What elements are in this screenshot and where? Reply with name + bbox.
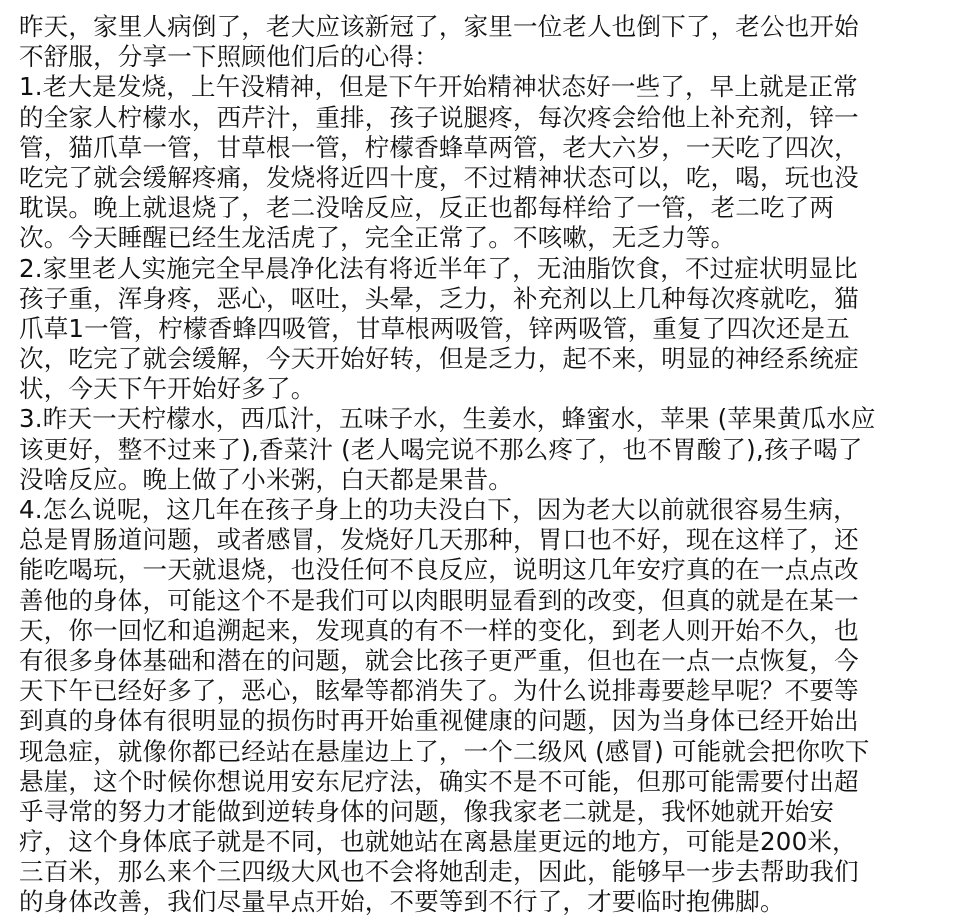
- text-line: 善他的身体，可能这个不是我们可以肉眼明显看到的改变，但真的就是在某一: [19, 585, 859, 615]
- text-line: 次。今天睡醒已经生龙活虎了，完全正常了。不咳嗽，无乏力等。: [19, 223, 736, 253]
- text-line: 天下午已经好多了，恶心，眩晕等都消失了。为什么说排毒要趁早呢？不要等: [19, 676, 859, 706]
- text-line: 现急症，就像你都已经站在悬崖边上了，一个二级风 (感冒) 可能就会把你吹下: [19, 736, 870, 766]
- text-line: 管，猫爪草一管，甘草根一管，柠檬香蜂草两管，老大六岁，一天吃了四次，: [19, 132, 859, 162]
- text-line: 疗，这个身体底子就是不同，也就她站在离悬崖更远的地方，可能是200米，: [19, 827, 857, 857]
- text-line: 2.家里老人实施完全早晨净化法有将近半年了，无油脂饮食，不过症状明显比: [19, 253, 858, 283]
- text-line: 有很多身体基础和潜在的问题，就会比孩子更严重，但也在一点一点恢复，今: [19, 645, 859, 675]
- text-line: 到真的身体有很明显的损伤时再开始重视健康的问题，因为当身体已经开始出: [19, 706, 859, 736]
- text-line: 没啥反应。晚上做了小米粥，白天都是果昔。: [19, 464, 513, 494]
- text-line: 爪草1一管，柠檬香蜂四吸管，甘草根两吸管，锌两吸管，重复了四次还是五: [19, 313, 850, 343]
- text-line: 不舒服，分享一下照顾他们后的心得：: [19, 42, 439, 72]
- text-line: 三百米，那么来个三四级大风也不会将她刮走，因此，能够早一步去帮助我们: [19, 857, 859, 887]
- text-line: 耽误。晚上就退烧了，老二没啥反应，反正也都每样给了一管，老二吃了两: [19, 193, 835, 223]
- text-line: 总是胃肠道问题，或者感冒，发烧好几天那种，胃口也不好，现在这样了，还: [19, 525, 859, 555]
- text-line: 次，吃完了就会缓解，今天开始好转，但是乏力，起不来，明显的神经系统症: [19, 344, 859, 374]
- text-line: 该更好，整不过来了),香菜汁 (老人喝完说不那么疼了，也不胃酸了),孩子喝了: [19, 434, 863, 464]
- text-line: 3.昨天一天柠檬水，西瓜汁，五味子水，生姜水，蜂蜜水，苹果 (苹果黄瓜水应: [19, 404, 876, 434]
- text-line: 悬崖，这个时候你想说用安东尼疗法，确实不是不可能，但那可能需要付出超: [19, 766, 859, 796]
- text-line: 乎寻常的努力才能做到逆转身体的问题，像我家老二就是，我怀她就开始安: [19, 796, 835, 826]
- text-line: 昨天，家里人病倒了，老大应该新冠了，家里一位老人也倒下了，老公也开始: [19, 12, 859, 41]
- text-line: 的身体改善，我们尽量早点开始，不要等到不行了，才要临时抱佛脚。: [19, 887, 785, 917]
- text-line: 孩子重，浑身疼，恶心，呕吐，头晕，乏力，补充剂以上几种每次疼就吃，猫: [19, 283, 859, 313]
- text-line: 吃完了就会缓解疼痛，发烧将近四十度，不过精神状态可以，吃，喝，玩也没: [19, 162, 859, 192]
- text-line: 4.怎么说呢，这几年在孩子身上的功夫没白下，因为老大以前就很容易生病，: [19, 495, 858, 524]
- text-line: 能吃喝玩，一天就退烧，也没任何不良反应，说明这几年安疗真的在一点点改: [19, 555, 859, 585]
- text-line: 的全家人柠檬水，西芹汁，重排，孩子说腿疼，每次疼会给他上补充剂，锌一: [19, 102, 859, 132]
- text-line: 天，你一回忆和追溯起来，发现真的有不一样的变化，到老人则开始不久，也: [19, 615, 859, 645]
- text-line: 状，今天下午开始好多了。: [19, 374, 316, 404]
- text-line: 1.老大是发烧，上午没精神，但是下午开始精神状态好一些了，早上就是正常: [19, 72, 858, 102]
